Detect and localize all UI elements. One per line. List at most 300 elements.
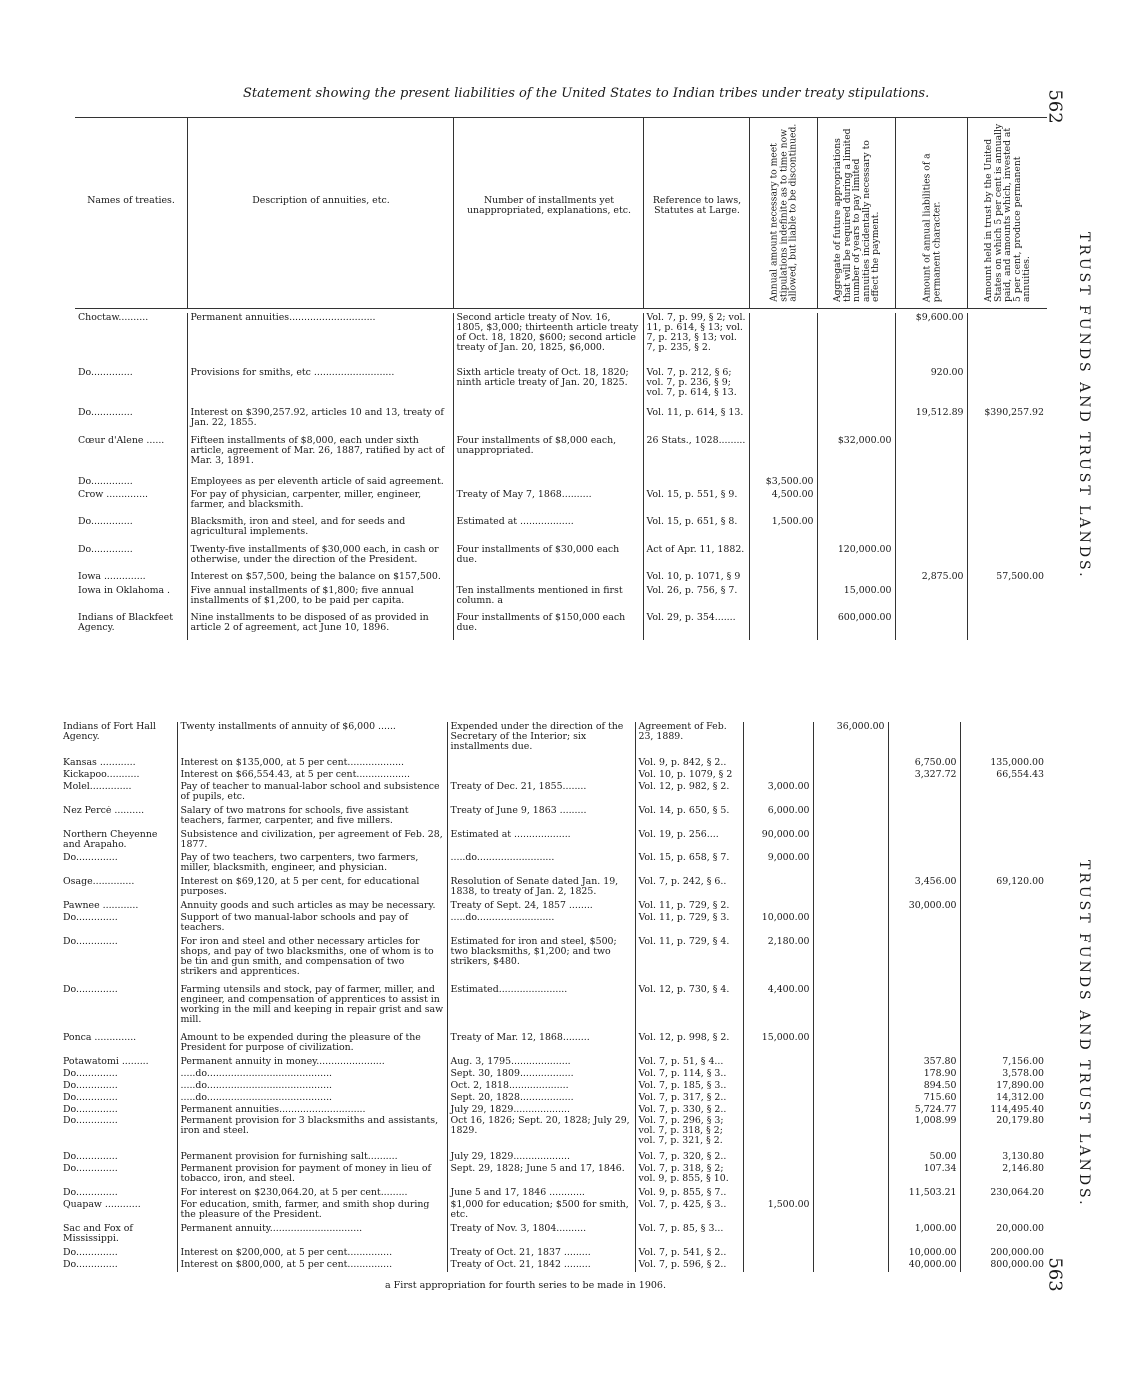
table-cell xyxy=(749,572,817,586)
table-cell: Fifteen installments of $8,000, each under sixth article, agreement of Mar. 26, 1887, ratified by act of Mar. 3, 1891. xyxy=(187,436,453,477)
table-cell: 69,120.00 xyxy=(960,877,1047,901)
table-cell: Pay of teacher to manual-labor school and subsistence of pupils, etc. xyxy=(177,782,447,806)
table-cell: 135,000.00 xyxy=(960,758,1047,770)
table-cell xyxy=(813,937,888,985)
table-cell xyxy=(967,436,1047,477)
table-cell: Vol. 7, p. 317, § 2.. xyxy=(635,1093,743,1105)
table-cell: July 29, 1829................... xyxy=(447,1105,635,1117)
table-cell xyxy=(967,368,1047,409)
table-cell: Vol. 7, p. 185, § 3.. xyxy=(635,1081,743,1093)
table-header xyxy=(75,117,1047,309)
table-cell xyxy=(960,830,1047,854)
table-cell: Permanent provision for furnishing salt.......... xyxy=(177,1152,447,1164)
table-cell xyxy=(967,613,1047,640)
table-cell xyxy=(813,758,888,770)
table-cell xyxy=(643,477,749,491)
table-cell xyxy=(749,613,817,640)
table-cell: 1,500.00 xyxy=(749,517,817,544)
table-cell xyxy=(743,1116,813,1152)
table-cell: 357.80 xyxy=(888,1057,960,1069)
table-cell: 894.50 xyxy=(888,1081,960,1093)
table-cell xyxy=(895,586,967,613)
table-cell xyxy=(749,408,817,435)
table-cell: Iowa .............. xyxy=(78,571,146,582)
table-cell: Act of Apr. 11, 1882. xyxy=(643,545,749,572)
table-cell: Vol. 7, p. 318, § 2; vol. 9, p. 855, § 10. xyxy=(635,1164,743,1188)
table-row xyxy=(60,1200,1047,1224)
table-cell: Interest on $800,000, at 5 per cent............... xyxy=(177,1260,447,1272)
table-cell: Do.............. xyxy=(63,1104,118,1115)
table-cell: Vol. 9, p. 842, § 2.. xyxy=(635,758,743,770)
footnote: a First appropriation for fourth series to be made in 1906. xyxy=(385,1280,666,1291)
table-cell xyxy=(888,937,960,985)
table-cell: 3,130.80 xyxy=(960,1152,1047,1164)
table-row xyxy=(75,368,1047,409)
table-cell: Kansas ............ xyxy=(63,757,136,768)
table-row xyxy=(60,770,1047,782)
table-cell xyxy=(743,758,813,770)
page-number-top: 562 xyxy=(1044,89,1066,124)
table-cell: Molel.............. xyxy=(63,781,132,792)
table-cell xyxy=(813,1188,888,1200)
table-row xyxy=(60,830,1047,854)
table-cell: Blacksmith, iron and steel, and for seeds and agricultural implements. xyxy=(187,517,453,544)
table-cell: Interest on $200,000, at 5 per cent............... xyxy=(177,1248,447,1260)
table-cell: 1,000.00 xyxy=(888,1224,960,1248)
table-cell xyxy=(743,1081,813,1093)
table-cell: Do.............. xyxy=(63,1116,118,1127)
table-cell xyxy=(960,937,1047,985)
table-cell xyxy=(967,545,1047,572)
table-cell xyxy=(960,901,1047,913)
table-cell xyxy=(813,1200,888,1224)
page-title: Statement showing the present liabilities of the United States to Indian tribes under treaty stipulations. xyxy=(243,86,930,101)
table-cell: 19,512.89 xyxy=(895,408,967,435)
table-cell: Estimated for iron and steel, $500; two blacksmiths, $1,200; and two strikers, $480. xyxy=(447,937,635,985)
header-trust xyxy=(967,118,1048,308)
table-cell: Vol. 11, p. 729, § 2. xyxy=(635,901,743,913)
table-cell xyxy=(960,853,1047,877)
table-cell: Do.............. xyxy=(63,1164,118,1175)
table-cell xyxy=(888,985,960,1033)
table-row xyxy=(60,1116,1047,1152)
table-cell: Ten installments mentioned in first column. a xyxy=(453,586,643,613)
table-cell: Permanent provision for payment of money in lieu of tobacco, iron, and steel. xyxy=(177,1164,447,1188)
table-cell xyxy=(749,545,817,572)
table-row xyxy=(75,477,1047,491)
table-row xyxy=(60,722,1047,758)
table-row xyxy=(60,985,1047,1033)
table-cell: Vol. 29, p. 354....... xyxy=(643,613,749,640)
table-cell xyxy=(895,477,967,491)
table-cell: Do.............. xyxy=(63,937,118,948)
table-row xyxy=(75,572,1047,586)
table-cell: Vol. 15, p. 651, § 8. xyxy=(643,517,749,544)
table-cell: 17,890.00 xyxy=(960,1081,1047,1093)
table-cell: 50.00 xyxy=(888,1152,960,1164)
table-cell xyxy=(743,1188,813,1200)
table-cell: Amount to be expended during the pleasure of the President for purpose of civilization. xyxy=(177,1033,447,1057)
table-cell: Cœur d'Alene ...... xyxy=(78,435,165,446)
table-cell xyxy=(817,572,895,586)
table-cell xyxy=(960,913,1047,937)
table-cell: Twenty-five installments of $30,000 each, in cash or otherwise, under the direction of the President. xyxy=(187,545,453,572)
table-row xyxy=(60,758,1047,770)
table-cell: Treaty of Mar. 12, 1868......... xyxy=(447,1033,635,1057)
table-cell: Do.............. xyxy=(78,367,133,378)
table-cell xyxy=(888,806,960,830)
table-cell xyxy=(817,368,895,409)
table-row xyxy=(60,1105,1047,1117)
table-row xyxy=(60,1248,1047,1260)
table-cell xyxy=(453,477,643,491)
table-cell xyxy=(817,313,895,368)
header-label: Number of installments yet unappropriated, explanations, etc. xyxy=(467,195,631,216)
table-row xyxy=(60,901,1047,913)
table-cell xyxy=(967,517,1047,544)
table-cell: Vol. 10, p. 1079, § 2 xyxy=(635,770,743,782)
table-cell: Farming utensils and stock, pay of farmer, miller, and engineer, and compensation of apprentices to assist in working in the mill and keeping in repair grist and saw mill. xyxy=(177,985,447,1033)
table-cell: Vol. 26, p. 756, § 7. xyxy=(643,586,749,613)
table-cell: 1,500.00 xyxy=(743,1200,813,1224)
header-description xyxy=(187,118,454,308)
table-cell: 20,000.00 xyxy=(960,1224,1047,1248)
table-cell: 4,400.00 xyxy=(743,985,813,1033)
header-names xyxy=(75,118,187,308)
liabilities-table-top xyxy=(75,313,1047,640)
table-cell: Nez Percé .......... xyxy=(63,805,145,816)
table-cell: 178.90 xyxy=(888,1069,960,1081)
table-cell: Interest on $135,000, at 5 per cent................... xyxy=(177,758,447,770)
table-cell: Four installments of $8,000 each, unappropriated. xyxy=(453,436,643,477)
header-label: Reference to laws, Statutes at Large. xyxy=(652,195,742,216)
table-cell: 715.60 xyxy=(888,1093,960,1105)
table-cell: Vol. 7, p. 330, § 2.. xyxy=(635,1105,743,1117)
table-cell: Vol. 19, p. 256.... xyxy=(635,830,743,854)
table-cell: 15,000.00 xyxy=(817,586,895,613)
table-cell: 6,000.00 xyxy=(743,806,813,830)
table-cell: Treaty of June 9, 1863 ......... xyxy=(447,806,635,830)
table-cell: Nine installments to be disposed of as provided in article 2 of agreement, act June 10, 1896. xyxy=(187,613,453,640)
table-cell: Twenty installments of annuity of $6,000 ...... xyxy=(177,722,447,758)
header-reference xyxy=(643,118,750,308)
header-aggregate xyxy=(817,118,896,308)
table-cell xyxy=(743,1260,813,1272)
table-row xyxy=(60,1081,1047,1093)
table-row xyxy=(60,1164,1047,1188)
table-cell xyxy=(743,901,813,913)
table-cell: Vol. 7, p. 51, § 4... xyxy=(635,1057,743,1069)
table-row xyxy=(75,517,1047,544)
table-cell: Vol. 7, p. 114, § 3.. xyxy=(635,1069,743,1081)
table-cell: 120,000.00 xyxy=(817,545,895,572)
table-cell xyxy=(960,782,1047,806)
table-cell: Vol. 11, p. 729, § 3. xyxy=(635,913,743,937)
table-cell: Do.............. xyxy=(78,476,133,487)
table-cell: For iron and steel and other necessary articles for shops, and pay of two blacksmiths, one of whom is to be tin and gun smith, and compensation of two strikers and apprentices. xyxy=(177,937,447,985)
table-cell: Provisions for smiths, etc ........................... xyxy=(187,368,453,409)
table-cell: Vol. 15, p. 551, § 9. xyxy=(643,490,749,517)
table-cell: Do.............. xyxy=(78,408,133,419)
table-cell xyxy=(960,806,1047,830)
table-cell xyxy=(813,1164,888,1188)
table-cell xyxy=(743,1069,813,1081)
table-cell: 3,327.72 xyxy=(888,770,960,782)
table-cell: Choctaw.......... xyxy=(78,313,149,323)
table-row xyxy=(60,877,1047,901)
header-label: Amount held in trust by the United States on which 5 per cent is annually paid, and amounts which, invested at 5 per cent, produce permanent annuities. xyxy=(983,123,1033,302)
table-cell xyxy=(813,1057,888,1069)
table-cell: 11,503.21 xyxy=(888,1188,960,1200)
table-cell xyxy=(453,572,643,586)
table-cell xyxy=(813,1260,888,1272)
table-cell: Treaty of Sept. 24, 1857 ........ xyxy=(447,901,635,913)
table-cell: 3,578.00 xyxy=(960,1069,1047,1081)
table-row xyxy=(60,1069,1047,1081)
table-row xyxy=(75,545,1047,572)
table-cell xyxy=(888,913,960,937)
table-cell: Treaty of May 7, 1868.......... xyxy=(453,490,643,517)
table-cell: Sixth article treaty of Oct. 18, 1820; ninth article treaty of Jan. 20, 1825. xyxy=(453,368,643,409)
table-cell: 7,156.00 xyxy=(960,1057,1047,1069)
table-row xyxy=(60,1057,1047,1069)
table-cell xyxy=(813,1152,888,1164)
table-cell: Do.............. xyxy=(63,1152,118,1163)
table-cell xyxy=(813,913,888,937)
table-cell xyxy=(817,490,895,517)
table-cell: Vol. 11, p. 729, § 4. xyxy=(635,937,743,985)
table-row xyxy=(60,806,1047,830)
table-cell xyxy=(743,722,813,758)
header-label: Amount of annual liabilities of a permanent character. xyxy=(921,153,942,302)
table-cell: June 5 and 17, 1846 ............ xyxy=(447,1188,635,1200)
table-cell: $1,000 for education; $500 for smith, etc. xyxy=(447,1200,635,1224)
table-cell xyxy=(813,1116,888,1152)
table-cell: Aug. 3, 1795.................... xyxy=(447,1057,635,1069)
table-cell: 920.00 xyxy=(895,368,967,409)
page-number-bottom: 563 xyxy=(1044,1257,1066,1292)
table-cell xyxy=(813,1105,888,1117)
table-cell: Vol. 7, p. 242, § 6.. xyxy=(635,877,743,901)
table-cell xyxy=(813,830,888,854)
header-label: Description of annuities, etc. xyxy=(252,195,390,206)
table-row xyxy=(60,1260,1047,1272)
table-cell: Interest on $69,120, at 5 per cent, for educational purposes. xyxy=(177,877,447,901)
table-cell xyxy=(813,806,888,830)
table-cell xyxy=(967,313,1047,368)
table-row xyxy=(60,853,1047,877)
table-cell xyxy=(817,408,895,435)
table-cell xyxy=(813,901,888,913)
table-cell: 3,456.00 xyxy=(888,877,960,901)
table-cell xyxy=(813,877,888,901)
table-cell: Ponca .............. xyxy=(63,1032,137,1043)
table-cell xyxy=(817,477,895,491)
table-cell: Do.............. xyxy=(63,913,118,924)
table-cell: Vol. 12, p. 998, § 2. xyxy=(635,1033,743,1057)
table-cell: Vol. 7, p. 99, § 2; vol. 11, p. 614, § 13; vol. 7, p. 213, § 13; vol. 7, p. 235, § 2. xyxy=(643,313,749,368)
table-cell: 90,000.00 xyxy=(743,830,813,854)
table-cell xyxy=(813,1033,888,1057)
table-cell: Do.............. xyxy=(63,984,118,995)
table-cell xyxy=(749,313,817,368)
table-row xyxy=(75,586,1047,613)
table-cell: 10,000.00 xyxy=(888,1248,960,1260)
table-cell: For pay of physician, carpenter, miller, engineer, farmer, and blacksmith. xyxy=(187,490,453,517)
table-cell: $32,000.00 xyxy=(817,436,895,477)
header-installments xyxy=(453,118,644,308)
table-cell: Sept. 29, 1828; June 5 and 17, 1846. xyxy=(447,1164,635,1188)
table-cell: Vol. 9, p. 855, § 7.. xyxy=(635,1188,743,1200)
table-row xyxy=(60,1033,1047,1057)
table-cell xyxy=(743,1152,813,1164)
table-cell: 66,554.43 xyxy=(960,770,1047,782)
table-cell: Salary of two matrons for schools, five assistant teachers, farmer, carpenter, and five millers. xyxy=(177,806,447,830)
table-cell xyxy=(817,517,895,544)
header-label: Annual amount necessary to meet stipulations indefinite as to time now allowed, but liable to be discontinued. xyxy=(768,123,799,302)
table-cell: Quapaw ............ xyxy=(63,1200,141,1211)
table-cell: Vol. 7, p. 541, § 2.. xyxy=(635,1248,743,1260)
table-cell: For interest on $230,064.20, at 5 per cent......... xyxy=(177,1188,447,1200)
table-cell: Do.............. xyxy=(63,1259,118,1270)
table-cell: Vol. 10, p. 1071, § 9 xyxy=(643,572,749,586)
table-cell: Vol. 7, p. 596, § 2.. xyxy=(635,1260,743,1272)
table-cell xyxy=(743,877,813,901)
table-cell: Pawnee ............ xyxy=(63,901,139,912)
table-cell: Do.............. xyxy=(63,853,118,864)
liabilities-table-bottom xyxy=(60,722,1047,1272)
table-cell xyxy=(749,586,817,613)
table-cell xyxy=(895,490,967,517)
table-cell: Expended under the direction of the Secretary of the Interior; six installments due. xyxy=(447,722,635,758)
table-cell: 9,000.00 xyxy=(743,853,813,877)
table-cell: Permanent annuities............................. xyxy=(177,1105,447,1117)
table-cell: Northern Cheyenne and Arapaho. xyxy=(63,829,158,850)
table-cell xyxy=(895,613,967,640)
table-cell: Potawatomi ......... xyxy=(63,1056,149,1067)
table-cell xyxy=(960,1200,1047,1224)
table-cell xyxy=(453,408,643,435)
table-cell: 600,000.00 xyxy=(817,613,895,640)
table-cell: Vol. 7, p. 320, § 2.. xyxy=(635,1152,743,1164)
table-cell: .....do.......................................... xyxy=(177,1093,447,1105)
table-row xyxy=(75,490,1047,517)
table-cell xyxy=(888,830,960,854)
table-cell: Treaty of Oct. 21, 1837 ......... xyxy=(447,1248,635,1260)
table-cell xyxy=(447,758,635,770)
table-cell: 2,146.80 xyxy=(960,1164,1047,1188)
table-cell xyxy=(888,1033,960,1057)
header-annual-amount xyxy=(749,118,818,308)
table-cell: .....do.......................... xyxy=(447,853,635,877)
table-cell xyxy=(888,1200,960,1224)
table-cell: $390,257.92 xyxy=(967,408,1047,435)
table-cell: Do.............. xyxy=(63,1092,118,1103)
table-cell: 200,000.00 xyxy=(960,1248,1047,1260)
table-cell xyxy=(447,770,635,782)
table-cell: Vol. 7, p. 296, § 3; vol. 7, p. 318, § 2; vol. 7, p. 321, § 2. xyxy=(635,1116,743,1152)
table-cell: Pay of two teachers, two carpenters, two farmers, miller, blacksmith, engineer, and physician. xyxy=(177,853,447,877)
table-cell: Vol. 14, p. 650, § 5. xyxy=(635,806,743,830)
table-cell: .....do.......................... xyxy=(447,913,635,937)
table-cell: 1,008.99 xyxy=(888,1116,960,1152)
table-cell: 3,000.00 xyxy=(743,782,813,806)
table-cell xyxy=(813,1224,888,1248)
table-cell: Sept. 20, 1828.................. xyxy=(447,1093,635,1105)
table-cell: 800,000.00 xyxy=(960,1260,1047,1272)
table-cell xyxy=(895,517,967,544)
table-cell xyxy=(967,477,1047,491)
table-cell: Do.............. xyxy=(63,1080,118,1091)
table-row xyxy=(60,913,1047,937)
table-cell xyxy=(743,1224,813,1248)
table-cell: Oct. 2, 1818.................... xyxy=(447,1081,635,1093)
table-cell: Do.............. xyxy=(78,544,133,555)
table-cell xyxy=(895,545,967,572)
table-cell: 14,312.00 xyxy=(960,1093,1047,1105)
table-cell xyxy=(813,1248,888,1260)
table-cell: Agreement of Feb. 23, 1889. xyxy=(635,722,743,758)
table-cell: $3,500.00 xyxy=(749,477,817,491)
table-cell: Estimated at .................. xyxy=(453,517,643,544)
table-cell: 5,724.77 xyxy=(888,1105,960,1117)
table-cell: July 29, 1829................... xyxy=(447,1152,635,1164)
table-cell: Vol. 12, p. 982, § 2. xyxy=(635,782,743,806)
table-cell: 10,000.00 xyxy=(743,913,813,937)
table-cell: 40,000.00 xyxy=(888,1260,960,1272)
table-cell: Kickapoo........... xyxy=(63,769,140,780)
table-cell: Vol. 11, p. 614, § 13. xyxy=(643,408,749,435)
table-cell: 30,000.00 xyxy=(888,901,960,913)
running-head-bottom: TRUST FUNDS AND TRUST LANDS. xyxy=(1076,860,1092,1208)
table-cell: Second article treaty of Nov. 16, 1805, $3,000; thirteenth article treaty of Oct. 18, 1820, $600; second article treaty of Jan. 20, 1825, $6,000. xyxy=(453,313,643,368)
table-cell: 36,000.00 xyxy=(813,722,888,758)
table-row xyxy=(60,1224,1047,1248)
table-cell xyxy=(895,436,967,477)
table-cell: 57,500.00 xyxy=(967,572,1047,586)
table-row xyxy=(60,782,1047,806)
table-cell: 26 Stats., 1028......... xyxy=(643,436,749,477)
table-cell xyxy=(813,985,888,1033)
table-cell: .....do.......................................... xyxy=(177,1081,447,1093)
table-cell: Interest on $66,554.43, at 5 per cent.................. xyxy=(177,770,447,782)
table-cell xyxy=(743,1164,813,1188)
table-cell: Indians of Fort Hall Agency. xyxy=(63,722,156,742)
header-label: Names of treaties. xyxy=(87,195,175,206)
table-cell: Oct 16, 1826; Sept. 20, 1828; July 29, 1829. xyxy=(447,1116,635,1152)
table-row xyxy=(75,313,1047,368)
table-cell: 4,500.00 xyxy=(749,490,817,517)
table-cell xyxy=(888,853,960,877)
table-cell: Vol. 7, p. 425, § 3.. xyxy=(635,1200,743,1224)
table-cell xyxy=(813,1093,888,1105)
table-cell: For education, smith, farmer, and smith shop during the pleasure of the President. xyxy=(177,1200,447,1224)
table-cell: Estimated....................... xyxy=(447,985,635,1033)
header-label: Aggregate of future appropriations that will be required during a limited number of years to pay limited annuities incidentally necessary to effect the payment. xyxy=(832,128,882,302)
table-row xyxy=(60,1093,1047,1105)
table-cell xyxy=(813,1069,888,1081)
table-cell: Permanent provision for 3 blacksmiths and assistants, iron and steel. xyxy=(177,1116,447,1152)
table-cell: Vol. 15, p. 658, § 7. xyxy=(635,853,743,877)
table-cell xyxy=(967,586,1047,613)
table-cell xyxy=(743,1057,813,1069)
table-cell xyxy=(960,1033,1047,1057)
table-cell: .....do.......................................... xyxy=(177,1069,447,1081)
table-cell: 107.34 xyxy=(888,1164,960,1188)
table-cell xyxy=(888,782,960,806)
table-cell xyxy=(743,1105,813,1117)
table-cell: Permanent annuity............................... xyxy=(177,1224,447,1248)
